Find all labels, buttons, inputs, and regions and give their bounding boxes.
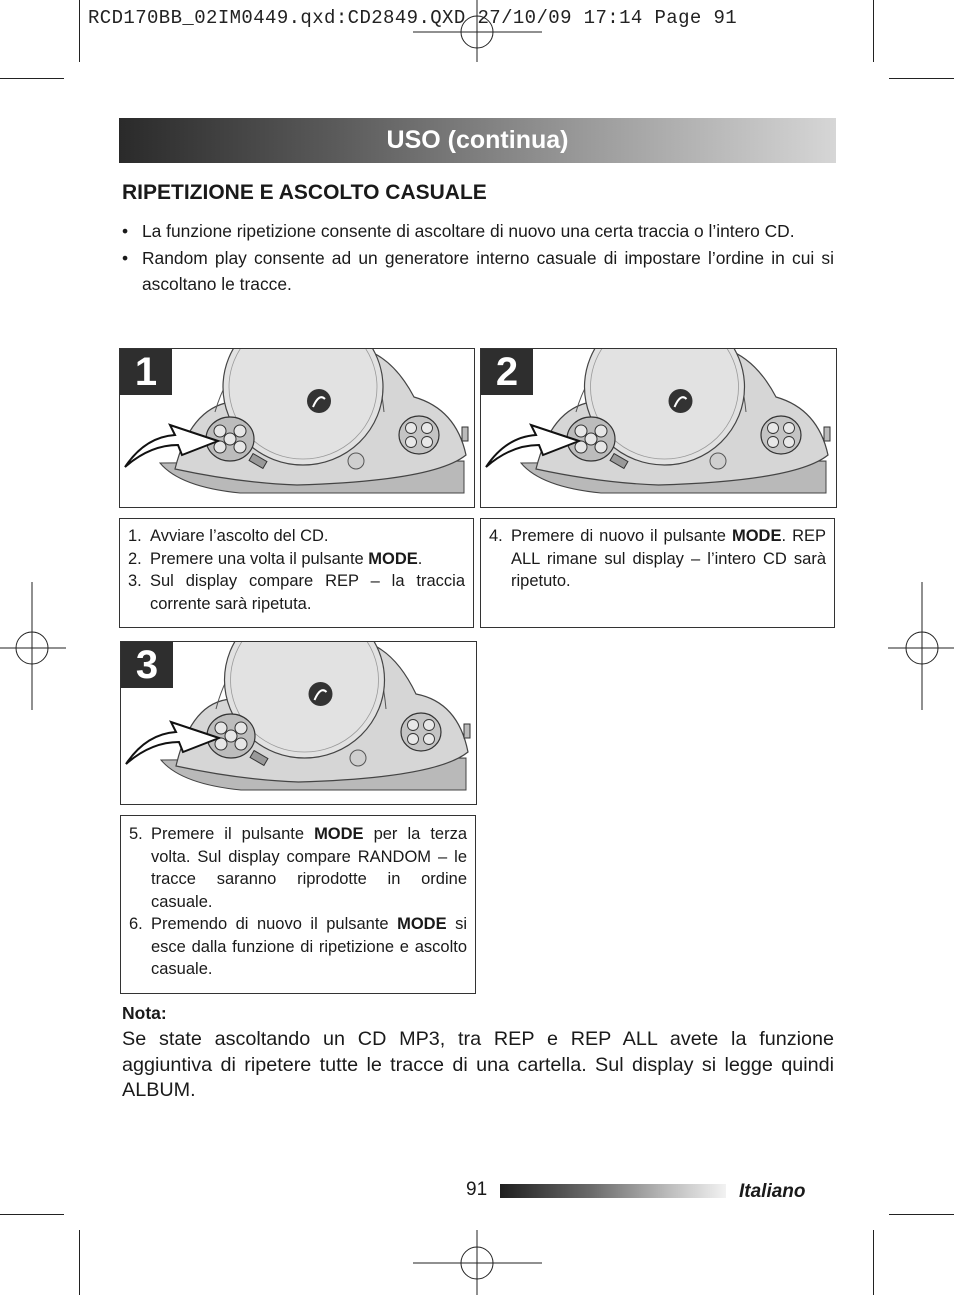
control-cluster-right — [399, 416, 439, 454]
bullet-symbol: • — [122, 221, 129, 241]
page-title: USO (continua) — [386, 126, 569, 154]
bullet-item — [122, 218, 834, 245]
steps-box-3 — [120, 815, 476, 994]
brand-logo-icon — [307, 389, 331, 413]
step-text: . — [417, 549, 423, 568]
mode-keyword: MODE — [314, 825, 364, 843]
registration-target-left — [0, 582, 70, 712]
illustration-panel-3 — [120, 641, 477, 805]
step-number: 4. — [489, 527, 503, 545]
registration-target-bottom — [410, 1230, 545, 1295]
illustration-panel-1 — [119, 348, 475, 508]
device-body — [125, 349, 468, 493]
print-slug: RCD170BB_02IM0449.qxd:CD2849.QXD 27/10/09 17:14 Page 91 — [88, 7, 738, 29]
bullet-text: La funzione ripetizione consente di ascoltare di nuovo una certa traccia o l’intero CD. — [142, 221, 795, 241]
step-item — [128, 570, 465, 615]
control-cluster-right — [761, 416, 801, 454]
step-text: Premere una volta il pulsante — [150, 549, 369, 568]
cd-player-illustration — [120, 349, 474, 507]
bullet-item — [122, 245, 834, 298]
step-number: 6. — [129, 915, 143, 933]
bullet-symbol: • — [122, 247, 129, 268]
step-number: 3. — [128, 572, 142, 590]
step-number: 5. — [129, 825, 143, 843]
device-body — [126, 642, 470, 790]
bullet-text: Random play consente ad un generatore interno casuale di impostare l’ordine in cui si ascoltano le tracce. — [142, 247, 834, 294]
step-item — [128, 548, 465, 571]
section-title: RIPETIZIONE E ASCOLTO CASUALE — [122, 181, 487, 204]
cd-player-illustration — [481, 349, 836, 507]
step-text: Premere di nuovo il pulsante — [511, 527, 732, 545]
note-title: Nota: — [122, 1003, 167, 1023]
step-text: per la terza volta. Sul display compare RANDOM – le tracce saranno riprodotte in ordine casuale. — [151, 825, 467, 911]
step-badge: 1 — [120, 349, 172, 395]
brand-logo-icon — [309, 682, 333, 706]
steps-box-1 — [119, 518, 474, 628]
mode-keyword: MODE — [731, 527, 782, 545]
step-badge: 2 — [481, 349, 533, 395]
step-text: si esce dalla funzione di ripetizione e ascolto casuale. — [151, 915, 467, 978]
registration-target-right — [886, 582, 954, 712]
footer-gradient-bar — [500, 1184, 726, 1198]
brand-logo-icon — [669, 389, 693, 413]
step-item — [129, 913, 467, 981]
step-item — [129, 823, 467, 913]
device-body — [486, 349, 830, 493]
step-item — [128, 525, 465, 548]
step-badge: 3 — [121, 642, 173, 688]
control-cluster-right — [401, 713, 441, 751]
mode-keyword: MODE — [397, 915, 447, 933]
cd-player-illustration — [121, 642, 476, 804]
step-text: Sul display compare REP – la traccia corrente sarà ripetuta. — [150, 572, 465, 613]
step-number: 2. — [128, 549, 142, 568]
step-item — [489, 525, 826, 593]
bullet-list — [122, 218, 834, 298]
step-text: Avviare l’ascolto del CD. — [150, 527, 329, 545]
footer-language: Italiano — [739, 1181, 806, 1202]
step-number: 1. — [128, 527, 142, 545]
steps-box-2 — [480, 518, 835, 628]
step-text: Premere il pulsante — [151, 825, 315, 843]
step-text: . REP ALL rimane sul display – l’intero CD sarà ripetuto. — [511, 527, 826, 590]
step-text: Premendo di nuovo il pulsante — [151, 915, 398, 933]
illustration-panel-2 — [480, 348, 837, 508]
note-body: Se state ascoltando un CD MP3, tra REP e REP ALL avete la funzione aggiuntiva di ripetere tutte le tracce di una cartella. Sul display si legge quindi ALBUM. — [122, 1028, 834, 1101]
page-number: 91 — [466, 1179, 488, 1200]
header-bar — [119, 118, 836, 163]
mode-keyword: MODE — [368, 549, 418, 568]
